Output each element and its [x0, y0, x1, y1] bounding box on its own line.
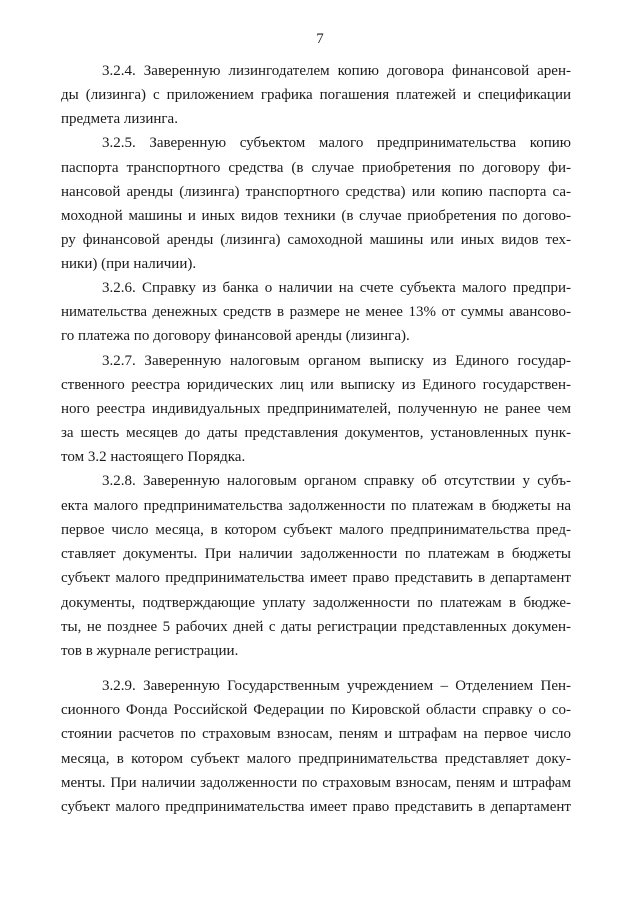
paragraph-3-2-5-line: 3.2.5. Заверенную субъектом малого предпринимательства копию [102, 135, 571, 151]
paragraph-3-2-8-line: документы, подтверждающие уплату задолженности по платежам в бюдже- [61, 595, 571, 611]
paragraph-3-2-7-line: за шесть месяцев до даты представления документов, установленных пунк- [61, 425, 571, 441]
paragraph-3-2-6-line: го платежа по договору финансовой аренды (лизинга). [61, 328, 410, 344]
paragraph-3-2-7-line: 3.2.7. Заверенную налоговым органом выписку из Единого государ- [102, 353, 571, 369]
paragraph-3-2-6-line: нимательства денежных средств в размере не менее 13% от суммы авансово- [61, 304, 571, 320]
paragraph-3-2-7-line: ного реестра индивидуальных предпринимателей, полученную не ранее чем [61, 401, 571, 417]
paragraph-3-2-8-line: екта малого предпринимательства задолженности по платежам в бюджеты на [61, 498, 571, 514]
paragraph-3-2-9-line: стоянии расчетов по страховым взносам, пеням и штрафам на первое число [61, 726, 571, 742]
paragraph-3-2-5-line: нансовой аренды (лизинга) транспортного средства) или копию паспорта са- [61, 184, 571, 200]
paragraph-3-2-8-line: 3.2.8. Заверенную налоговым органом справку об отсутствии у субъ- [102, 473, 571, 489]
paragraph-3-2-5-line: ники) (при наличии). [61, 256, 197, 272]
paragraph-3-2-8-line: субъект малого предпринимательства имеет право представить в департамент [61, 570, 571, 586]
paragraph-3-2-8-line: первое число месяца, в котором субъект малого предпринимательства пред- [61, 522, 571, 538]
paragraph-3-2-8-line: тов в журнале регистрации. [61, 643, 239, 659]
paragraph-3-2-4-line: ды (лизинга) с приложением графика погашения платежей и спецификации [61, 87, 571, 103]
paragraph-3-2-8-line: ты, не позднее 5 рабочих дней с даты регистрации представленных докумен- [61, 619, 571, 635]
paragraph-3-2-4-line: предмета лизинга. [61, 111, 178, 127]
paragraph-3-2-9-line: месяца, в котором субъект малого предпринимательства представляет доку- [61, 751, 571, 767]
paragraph-3-2-6-line: 3.2.6. Справку из банка о наличии на счете субъекта малого предпри- [102, 280, 571, 296]
paragraph-3-2-4-line: 3.2.4. Заверенную лизингодателем копию договора финансовой арен- [102, 63, 571, 79]
paragraph-3-2-5-line: моходной машины и иных видов техники (в случае приобретения по догово- [61, 208, 571, 224]
paragraph-3-2-5-line: ру финансовой аренды (лизинга) самоходной машины или иных видов тех- [61, 232, 571, 248]
paragraph-3-2-5-line: паспорта транспортного средства (в случае приобретения по договору фи- [61, 160, 571, 176]
paragraph-3-2-9-line: субъект малого предпринимательства имеет право представить в департамент [61, 799, 571, 815]
paragraph-3-2-7-line: ственного реестра юридических лиц или выписку из Единого государствен- [61, 377, 571, 393]
paragraph-3-2-9-line: сионного Фонда Российской Федерации по Кировской области справку о со- [61, 702, 571, 718]
paragraph-3-2-9-line: 3.2.9. Заверенную Государственным учреждением – Отделением Пен- [102, 678, 571, 694]
paragraph-3-2-9-line: менты. При наличии задолженности по страховым взносам, пеням и штрафам [61, 775, 571, 791]
page-number: 7 [316, 31, 324, 47]
paragraph-3-2-8-line: ставляет документы. При наличии задолженности по платежам в бюджеты [61, 546, 571, 562]
paragraph-3-2-7-line: том 3.2 настоящего Порядка. [61, 449, 246, 465]
